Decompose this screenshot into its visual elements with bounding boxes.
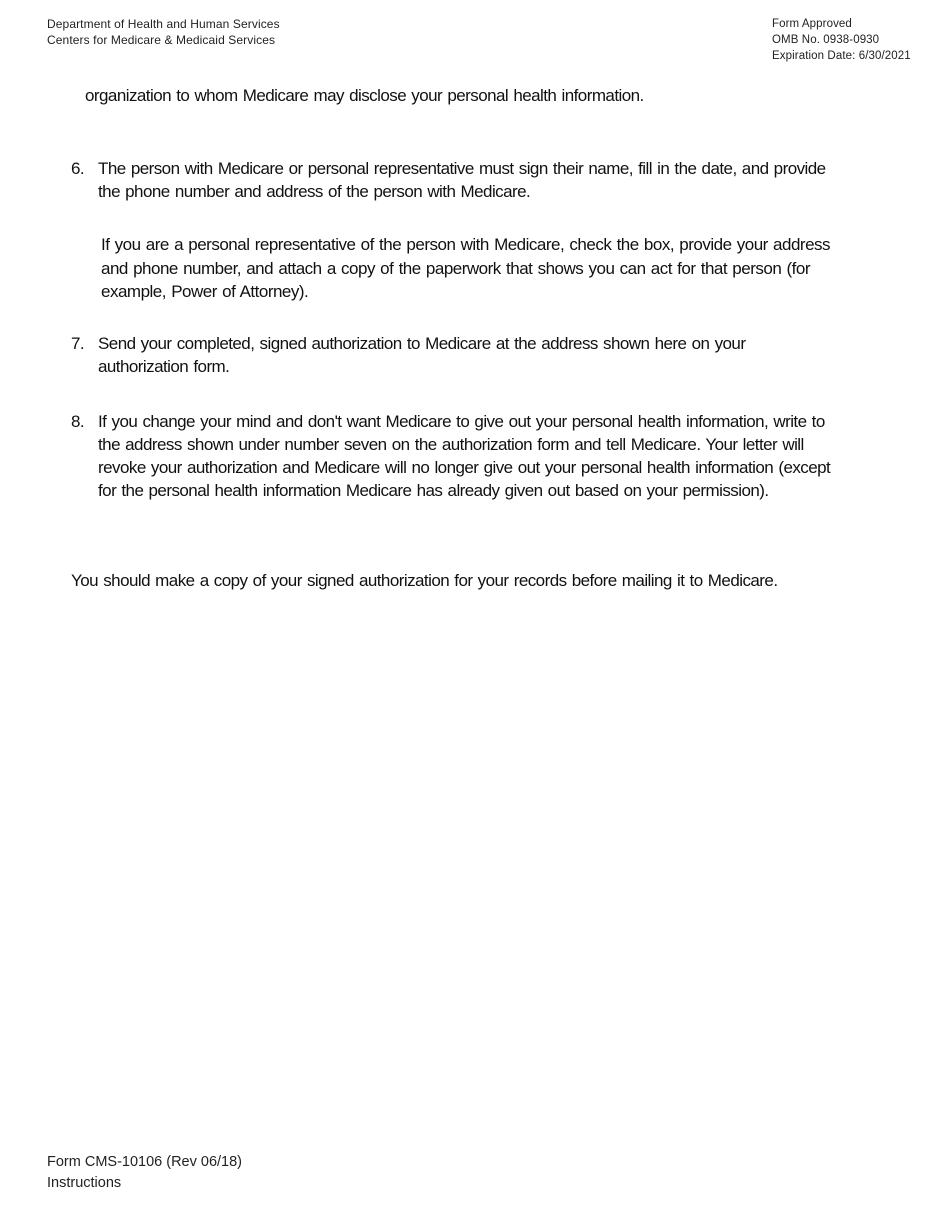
form-footer [47,1152,242,1194]
item-number: 6. [71,159,85,178]
doc-type: Instructions [47,1175,122,1191]
item-number: 7. [71,334,85,353]
agency-header [47,16,280,48]
closing-note: You should make a copy of your signed authorization for your records before mailing it to Medicare. [71,571,778,590]
item-number: 8. [71,412,85,431]
item-text: Send your completed, signed authorization to Medicare at the address shown here on your authorization form. [98,334,746,376]
representative-note: If you are a personal representative of the person with Medicare, check the box, provide your address and phone number, and attach a copy of the paperwork that shows you can act for that person (for example, Power of Attorney). [101,235,831,301]
omb-header [772,16,911,64]
agency-centers: Centers for Medicare & Medicaid Services [47,33,276,47]
instruction-item-8 [71,410,851,502]
item-text: If you change your mind and don't want Medicare to give out your personal health information, write to the address shown under number seven on the authorization form and tell Medicare. Your letter will revoke your authorization and Medicare will no longer give out your personal health information (except for the personal health information Medicare has already given out based on your permission). [98,412,831,500]
continuation-text: organization to whom Medicare may disclose your personal health information. [85,86,644,105]
instruction-item-7 [71,332,851,378]
form-id: Form CMS-10106 (Rev 06/18) [47,1154,243,1170]
item-text: The person with Medicare or personal representative must sign their name, fill in the date, and provide the phone number and address of the person with Medicare. [98,159,826,201]
agency-department: Department of Health and Human Services [47,17,280,31]
form-approved-label: Form Approved [772,18,852,30]
omb-number: OMB No. 0938-0930 [772,34,880,46]
instruction-item-6 [71,157,851,203]
expiration-date: Expiration Date: 6/30/2021 [772,50,911,62]
